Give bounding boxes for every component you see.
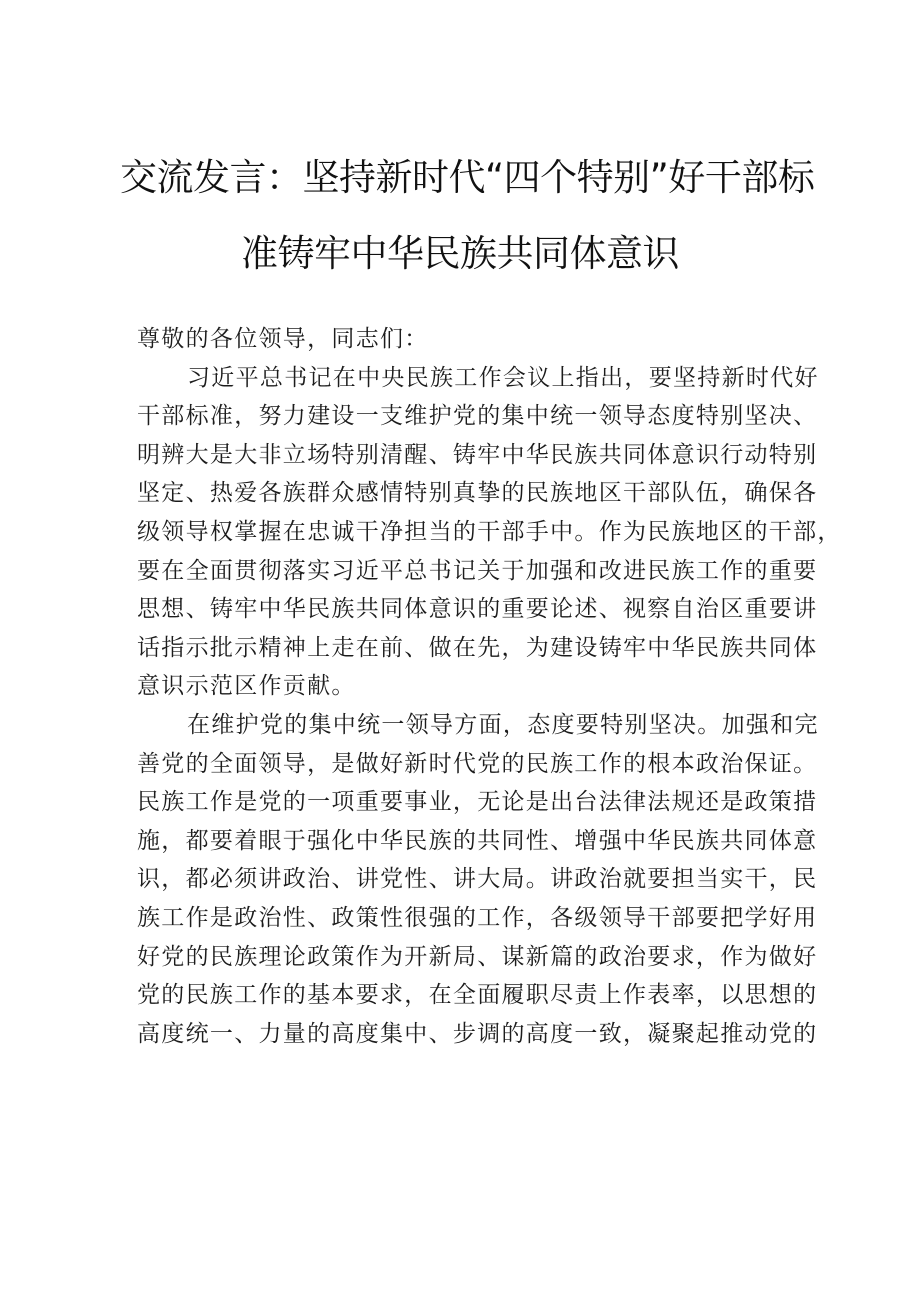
paragraph-line: 坚定、热爱各族群众感情特别真挚的民族地区干部队伍，确保各 bbox=[137, 480, 818, 507]
paragraph-line: 民族工作是党的一项重要事业，无论是出台法律法规还是政策措 bbox=[137, 789, 818, 816]
paragraph-line: 话指示批示精神上走在前、做在先，为建设铸牢中华民族共同体 bbox=[137, 634, 818, 661]
paragraph-2 bbox=[137, 706, 819, 1053]
paragraph-line: 施，都要着眼于强化中华民族的共同性、增强中华民族共同体意 bbox=[137, 827, 818, 854]
paragraph-line: 好党的民族理论政策作为开新局、谋新篇的政治要求，作为做好 bbox=[137, 943, 818, 970]
title-line-2: 准铸牢中华民族共同体意识 bbox=[241, 232, 679, 275]
document-body bbox=[137, 320, 842, 1053]
salutation: 尊敬的各位领导，同志们： bbox=[137, 326, 429, 352]
paragraph-line: 明辨大是大非立场特别清醒、铸牢中华民族共同体意识行动特别 bbox=[137, 441, 818, 468]
paragraph-line: 思想、铸牢中华民族共同体意识的重要论述、视察自治区重要讲 bbox=[137, 596, 818, 623]
paragraph-line: 善党的全面领导，是做好新时代党的民族工作的根本政治保证。 bbox=[137, 750, 818, 777]
paragraph-line: 意识示范区作贡献。 bbox=[137, 673, 356, 700]
document-title bbox=[120, 140, 815, 292]
title-line-1: 交流发言：坚持新时代“四个特别”好干部标 bbox=[120, 156, 815, 199]
paragraph-line: 干部标准，努力建设一支维护党的集中统一领导态度特别坚决、 bbox=[137, 403, 818, 430]
paragraph-line: 高度统一、力量的高度集中、步调的高度一致，凝聚起推动党的 bbox=[137, 1020, 818, 1047]
paragraph-1 bbox=[137, 359, 842, 706]
paragraph-line: 族工作是政治性、政策性很强的工作，各级领导干部要把学好用 bbox=[137, 904, 818, 931]
paragraph-line: 识，都必须讲政治、讲党性、讲大局。讲政治就要担当实干，民 bbox=[137, 866, 818, 893]
paragraph-line: 党的民族工作的基本要求，在全面履职尽责上作表率，以思想的 bbox=[137, 982, 818, 1009]
paragraph-line: 在维护党的集中统一领导方面，态度要特别坚决。加强和完 bbox=[187, 711, 819, 738]
paragraph-line: 习近平总书记在中央民族工作会议上指出，要坚持新时代好 bbox=[187, 364, 819, 391]
paragraph-line: 要在全面贯彻落实习近平总书记关于加强和改进民族工作的重要 bbox=[137, 557, 818, 584]
paragraph-line: 级领导权掌握在忠诚干净担当的干部手中。作为民族地区的干部， bbox=[137, 518, 842, 545]
